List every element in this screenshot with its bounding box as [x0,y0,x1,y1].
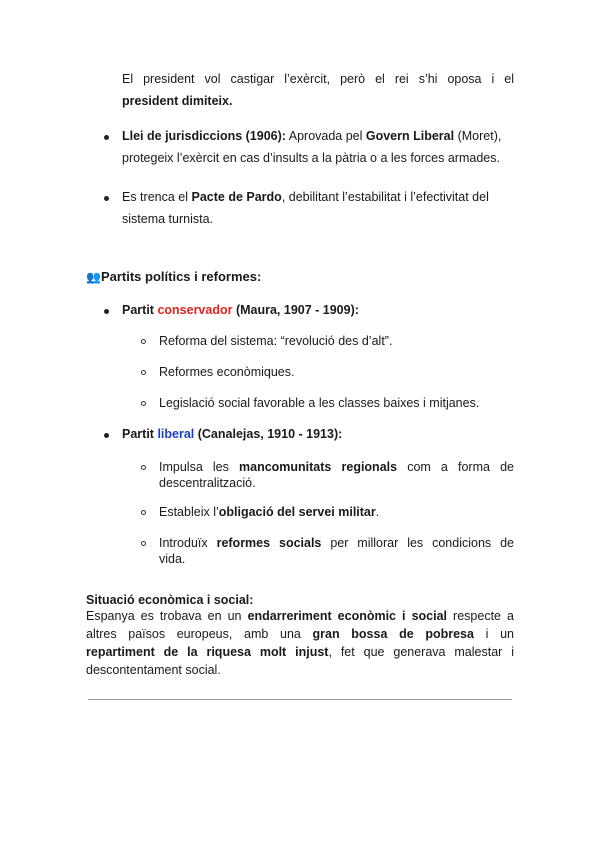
liberal-label: liberal [157,427,195,441]
liberal-heading [122,425,342,443]
economy-text: , fet que generava malestar i [328,645,514,659]
intro-bold: president dimiteix. [122,94,233,108]
conservative-item [159,363,294,381]
section-title-economy: Situació econòmica i social: [86,593,254,607]
liberal-pre: Partit [122,427,158,441]
pact-line-1 [122,188,520,206]
liberal-item-2 [159,503,379,521]
economy-line-1 [86,607,514,625]
horizontal-divider [88,699,512,700]
liberal-item-bold: obligació del servei militar [218,505,376,519]
pact-text-2: , debilitant l’estabilitat i l’efectivitat del [281,190,489,204]
conservative-label: conservador [157,303,233,317]
economy-line-2 [86,625,514,643]
conservative-item [159,332,392,350]
economy-line-4 [86,661,221,679]
conservative-post: (Maura, 1907 - 1909): [232,303,359,317]
law-title: Llei de jurisdiccions (1906): [122,129,286,143]
liberal-item-text: . [375,505,380,519]
intro-line-1 [122,70,514,88]
liberal-item-3-line-1 [159,534,514,552]
circle-bullet [141,510,146,515]
liberal-item-text: Estableix l’ [159,505,219,519]
economy-text: descontentament social. [86,663,221,677]
economy-bold: repartiment de la riquesa molt injust [86,645,329,659]
liberal-item-text: vida. [159,552,186,566]
economy-text: Espanya es trobava en un [86,609,248,623]
bullet-dot [104,135,109,140]
liberal-item-text: Impulsa les [159,460,239,474]
liberal-item-text: per millorar les condicions de [321,536,514,550]
bullet-dot [104,433,109,438]
liberal-post: (Canalejas, 1910 - 1913): [194,427,343,441]
economy-text: altres països europeus, amb una [86,627,313,641]
economy-bold: endarreriment econòmic i social [247,609,448,623]
economy-text: respecte a [447,609,514,623]
economy-text: i un [473,627,514,641]
liberal-item-bold: mancomunitats regionals [239,460,398,474]
circle-bullet [141,541,146,546]
economy-line-3 [86,643,514,661]
bullet-dot [104,196,109,201]
intro-line-2 [122,92,232,110]
circle-bullet [141,401,146,406]
liberal-item-1-line-2 [159,474,256,492]
law-line-1 [122,127,520,145]
circle-bullet [141,370,146,375]
liberal-item-text: descentralització. [159,476,256,490]
conservative-item [159,394,479,412]
law-bold-2: Govern Liberal [365,129,455,143]
intro-text: El president vol castigar l’exèrcit, però el rei s’hi oposa i el [122,72,514,86]
conservative-heading [122,301,359,319]
liberal-item-text: com a forma de [397,460,514,474]
law-text-2: (Moret), [454,129,502,143]
pact-line-2 [122,210,213,228]
conservative-pre: Partit [122,303,158,317]
people-icon: 👥 [86,270,101,284]
bullet-dot [104,309,109,314]
section-heading-parties [86,268,261,286]
law-line-2 [122,149,500,167]
law-text-1: Aprovada pel [285,129,366,143]
conservative-item-text: Reforma del sistema: “revolució des d’alt”. [159,334,393,348]
pact-text-1: Es trenca el [122,190,192,204]
circle-bullet [141,465,146,470]
economy-bold: gran bossa de pobresa [312,627,474,641]
conservative-item-text: Legislació social favorable a les classes baixes i mitjanes. [159,396,480,410]
pact-bold: Pacte de Pardo [191,190,282,204]
section-title-parties: Partits polítics i reformes: [100,269,262,284]
pact-text-3: sistema turnista. [122,212,214,226]
conservative-item-text: Reformes econòmiques. [159,365,295,379]
law-text-3: protegeix l’exèrcit en cas d’insults a la pàtria o a les forces armades. [122,151,500,165]
liberal-item-3-line-2 [159,550,185,568]
liberal-item-text: Introduïx [159,536,217,550]
circle-bullet [141,339,146,344]
liberal-item-bold: reformes socials [216,536,322,550]
